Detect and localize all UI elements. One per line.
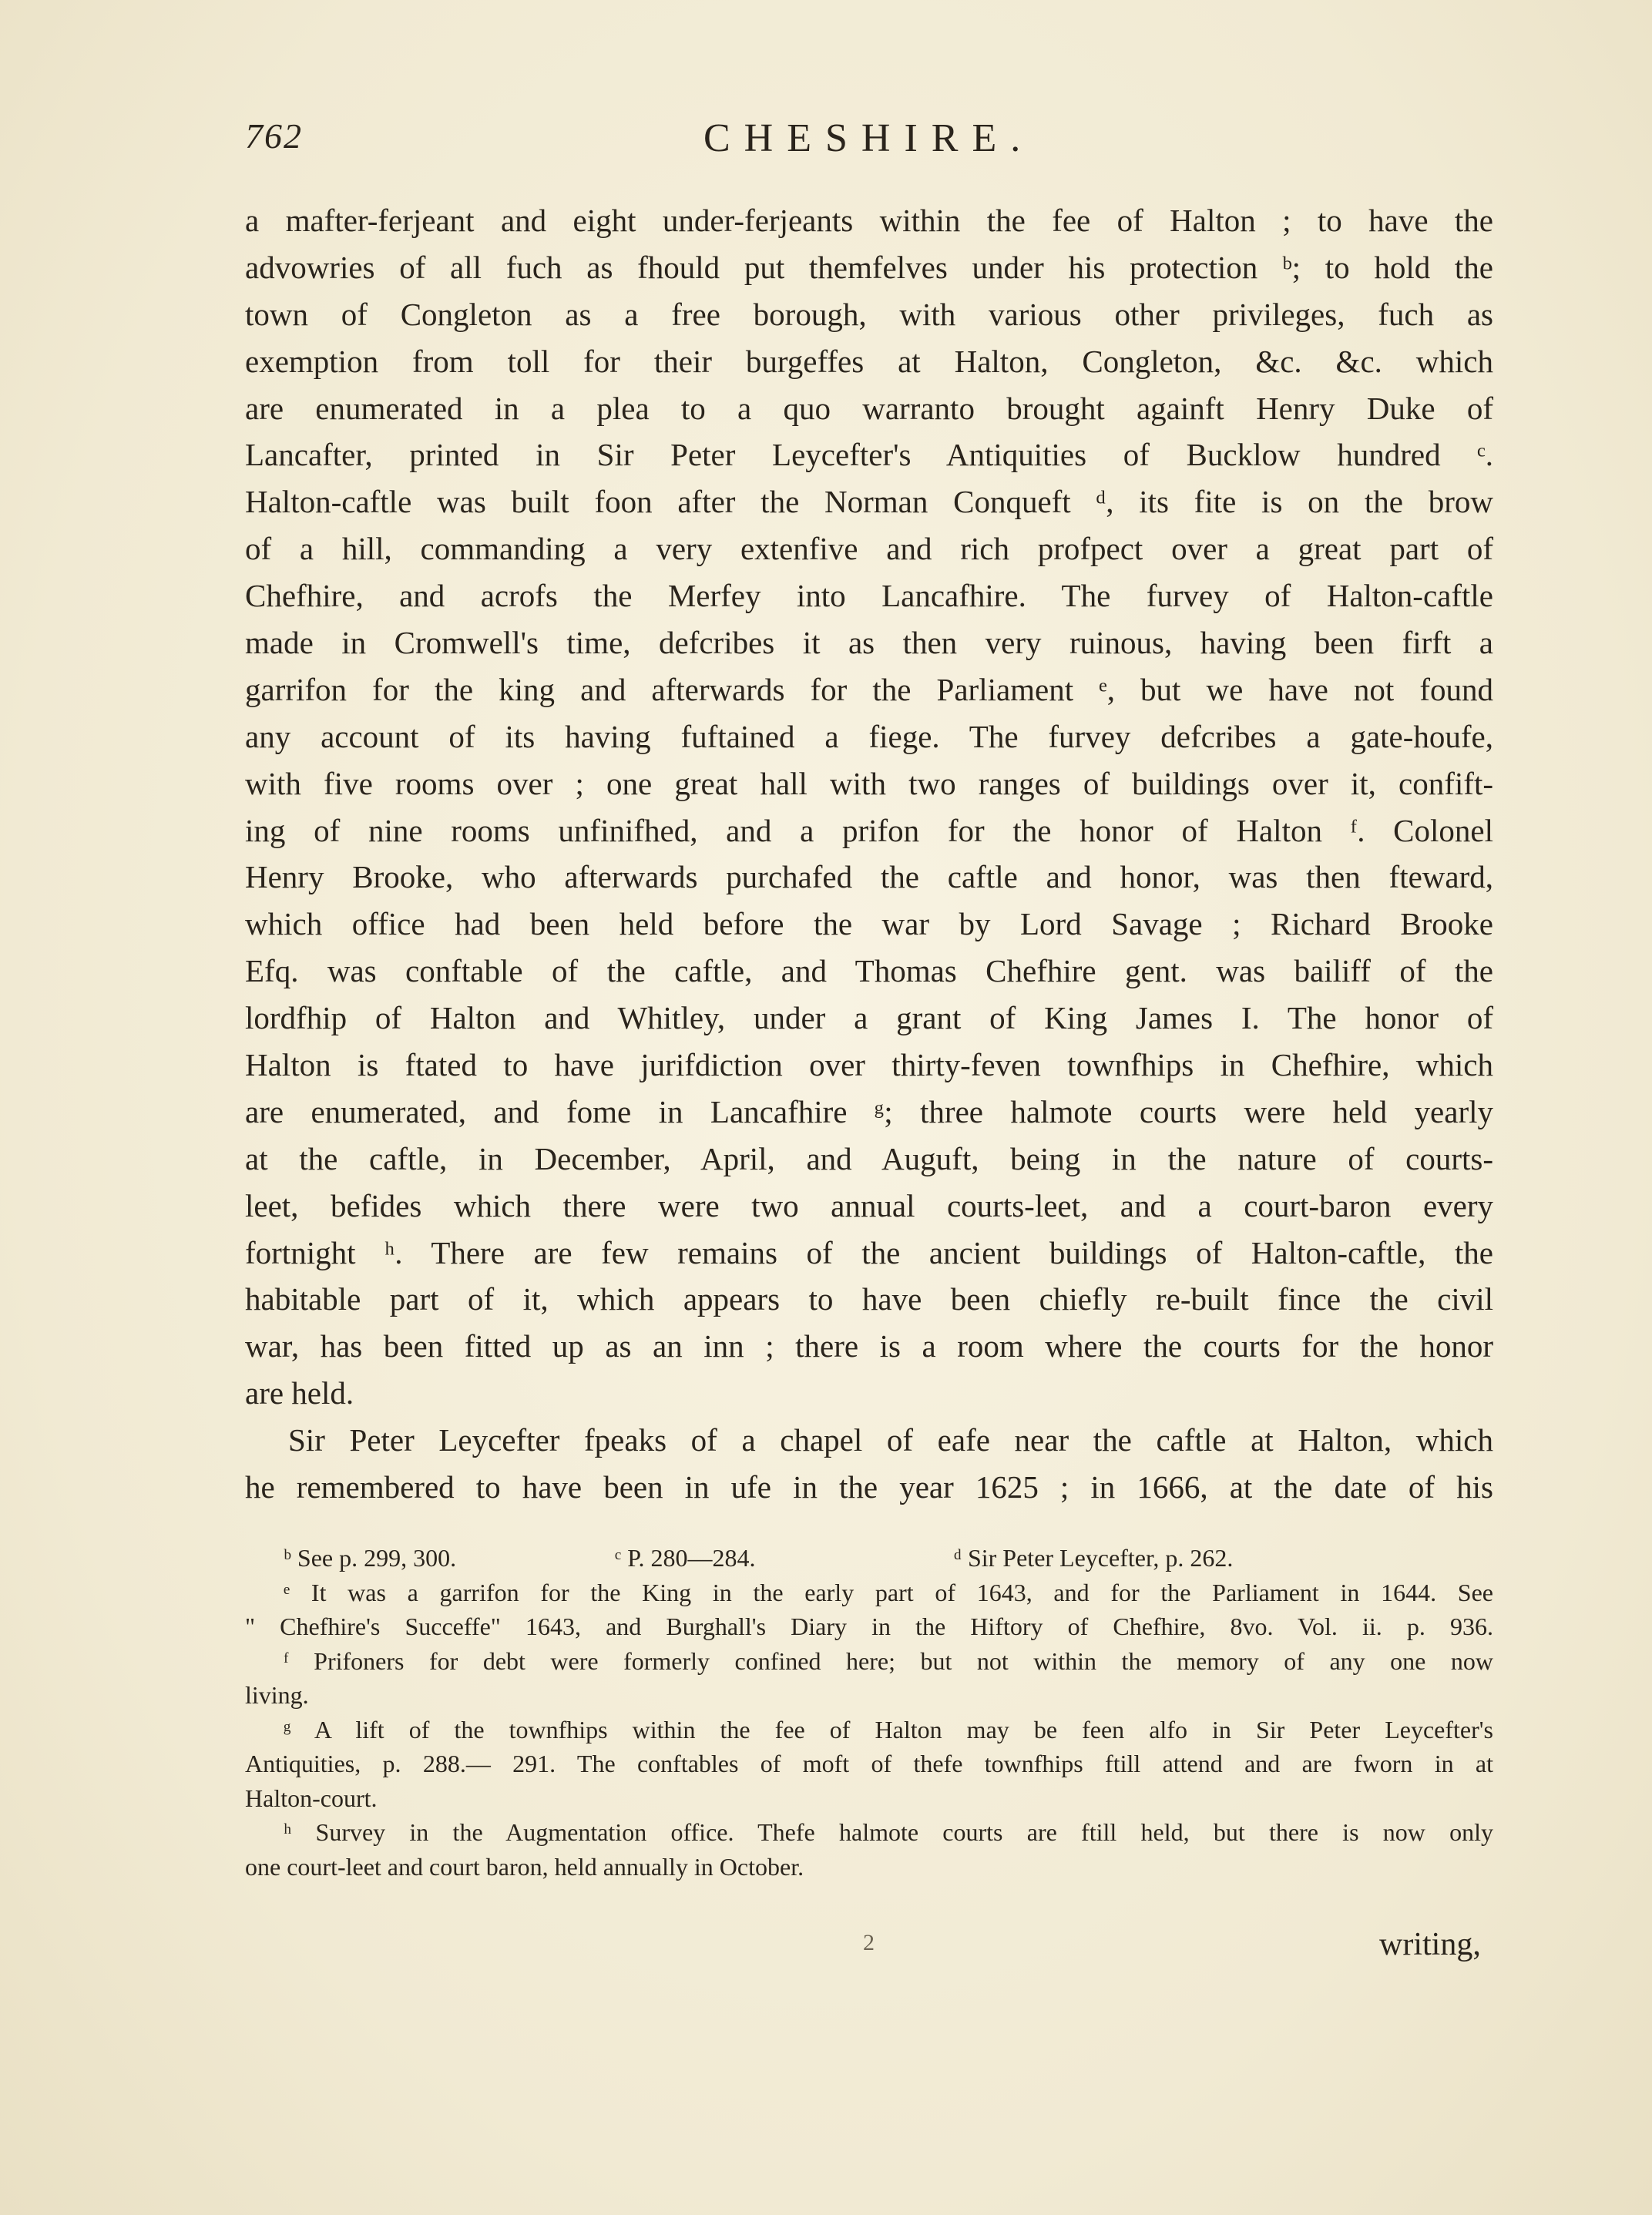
footnote-c: ᶜ P. 280—284.: [615, 1544, 756, 1572]
footnote-g-end: Halton-court.: [245, 1784, 378, 1812]
text-line: a mafter-ferjeant and eight under-ferjeants within the fee of Halton ; to have the: [245, 203, 1493, 238]
paragraph-start-line: Sir Peter Leycefter fpeaks of a chapel of eafe near the caftle at Halton, which: [288, 1422, 1493, 1458]
text-line: Halton is ftated to have jurifdiction over thirty-feven townfhips in Chefhire, which: [245, 1047, 1493, 1083]
text-line: are held.: [245, 1375, 354, 1411]
footnote-g-cont: Antiquities, p. 288.— 291. The conftables of moft of thefe townfhips ftill attend and are fworn in at: [245, 1750, 1493, 1777]
footnote-h: ʰ Survey in the Augmentation office. Thefe halmote courts are ftill held, but there is now only: [284, 1818, 1493, 1846]
text-line: exemption from toll for their burgeffes at Halton, Congleton, &c. &c. which: [245, 343, 1493, 379]
text-line: which office had been held before the war by Lord Savage ; Richard Brooke: [245, 906, 1493, 942]
footnote-e-cont: " Chefhire's Succeffe" 1643, and Burghall's Diary in the Hiftory of Chefhire, 8vo. Vol. ii. p. 936.: [245, 1613, 1493, 1640]
text-line: Efq. was conftable of the caftle, and Thomas Chefhire gent. was bailiff of the: [245, 953, 1493, 989]
text-line: of a hill, commanding a very extenfive and rich profpect over a great part of: [245, 531, 1493, 567]
text-line: ing of nine rooms unfinifhed, and a prifon for the honor of Halton ᶠ. Colonel: [245, 812, 1493, 848]
text-line: fortnight ʰ. There are few remains of the ancient buildings of Halton-caftle, the: [245, 1234, 1493, 1270]
text-line: Halton-caftle was built foon after the Norman Conqueft ᵈ, its fite is on the brow: [245, 484, 1493, 520]
page-title: CHESHIRE.: [703, 116, 1035, 160]
text-line: lordfhip of Halton and Whitley, under a grant of King James I. The honor of: [245, 1000, 1493, 1036]
text-line: garrifon for the king and afterwards for the Parliament ᵉ, but we have not found: [245, 671, 1493, 707]
body-text: [245, 197, 1493, 1511]
text-line: Henry Brooke, who afterwards purchafed the caftle and honor, was then fteward,: [245, 859, 1493, 895]
catchword: writing,: [1379, 1927, 1481, 1962]
footnote-b: ᵇ See p. 299, 300.: [284, 1544, 457, 1572]
footnote-e: ᵉ It was a garrifon for the King in the early part of 1643, and for the Parliament in 1644. See: [284, 1578, 1493, 1606]
text-line: town of Congleton as a free borough, with various other privileges, fuch as: [245, 296, 1493, 332]
footnote-refs-line: [245, 1541, 1493, 1576]
text-line: Lancafter, printed in Sir Peter Leycefter's Antiquities of Bucklow hundred ᶜ.: [245, 437, 1493, 473]
text-line: Chefhire, and acrofs the Merfey into Lancafhire. The furvey of Halton-caftle: [245, 578, 1493, 614]
text-line: are enumerated in a plea to a quo warranto brought againft Henry Duke of: [245, 390, 1493, 426]
text-line: war, has been fitted up as an inn ; there is a room where the courts for the honor: [245, 1328, 1493, 1364]
footnote-h-cont: one court-leet and court baron, held annually in October.: [245, 1852, 804, 1881]
footnotes: [245, 1541, 1493, 1884]
text-line: any account of its having fuftained a fiege. The furvey defcribes a gate-houfe,: [245, 718, 1493, 754]
text-line: with five rooms over ; one great hall with two ranges of buildings over it, confift-: [245, 765, 1493, 801]
page-number: 762: [245, 116, 303, 156]
text-line: leet, befides which there were two annual courts-leet, and a court-baron every: [245, 1187, 1493, 1223]
signature-mark: 2: [863, 1930, 875, 1955]
text-line: are enumerated, and fome in Lancafhire ᵍ; three halmote courts were held yearly: [245, 1093, 1493, 1129]
footnote-f-cont: living.: [245, 1681, 309, 1709]
text-line: at the caftle, in December, April, and Auguft, being in the nature of courts-: [245, 1140, 1493, 1176]
footnote-d: ᵈ Sir Peter Leycefter, p. 262.: [954, 1544, 1234, 1572]
text-line: advowries of all fuch as fhould put themfelves under his protection ᵇ; to hold the: [245, 249, 1493, 285]
text-line: he remembered to have been in ufe in the year 1625 ; in 1666, at the date of his: [245, 1469, 1493, 1505]
text-line: habitable part of it, which appears to have been chiefly re-built fince the civil: [245, 1281, 1493, 1317]
text-line: made in Cromwell's time, defcribes it as then very ruinous, having been firft a: [245, 625, 1493, 661]
footnote-g: ᵍ A lift of the townfhips within the fee of Halton may be feen alfo in Sir Peter Leycefter's: [284, 1715, 1493, 1743]
running-head: [245, 116, 1493, 169]
footnote-f: ᶠ Prifoners for debt were formerly confined here; but not within the memory of any one now: [284, 1646, 1493, 1675]
